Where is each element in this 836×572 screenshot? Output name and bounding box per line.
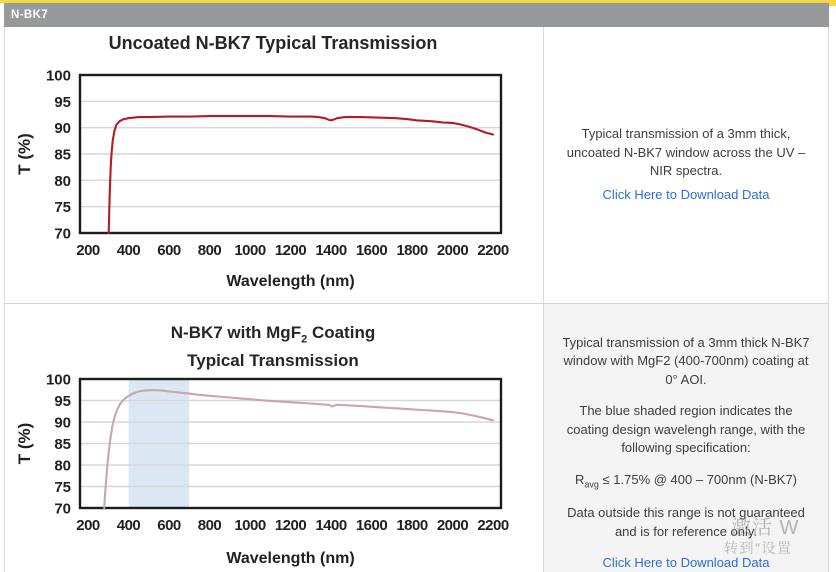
coated-transmission-chart [4,372,540,572]
x-tick-label: 2200 [477,517,509,534]
y-tick-label: 95 [54,93,71,111]
y-tick-label: 90 [54,414,71,432]
y-tick-label: 85 [54,436,71,453]
activation-watermark-line1: 激活 W [731,517,800,539]
y-tick-label: 100 [45,67,71,85]
x-axis-title: Wavelength (nm) [226,550,355,567]
x-tick-label: 1000 [234,242,266,259]
uncoated-download-link[interactable]: Click Here to Download Data [602,187,770,203]
coated-description-para3: Data outside this range is not guaranteed and is for reference only. [567,505,805,539]
coated-description-para1: Typical transmission of a 3mm thick N-BK7 window with MgF2 (400-700nm) coating at 0° AOI. [562,335,810,387]
y-tick-label: 95 [54,393,71,410]
x-tick-label: 1600 [355,242,388,259]
coated-download-link[interactable]: Click Here to Download Data [602,554,770,570]
x-tick-label: 400 [116,517,141,534]
coated-description-para2: The blue shaded region indicates the coating design wavelengh range, with the following specification: [566,403,806,456]
x-tick-label: 1000 [234,517,266,534]
x-tick-label: 400 [116,242,141,259]
x-tick-label: 200 [76,242,100,259]
coated-chart-title-line2: Typical Transmission [187,351,359,371]
x-tick-label: 2000 [436,242,469,259]
x-tick-label: 1600 [355,517,388,534]
x-tick-label: 2200 [477,242,509,259]
coating-spec-line: $R_{avg} \le 1.75\%$ @ 400 – 700nm (N-BK7) [575,471,797,490]
y-tick-label: 80 [54,172,71,190]
x-tick-label: 1200 [274,517,307,534]
uncoated-chart-title: Uncoated N-BK7 Typical Transmission [108,33,438,53]
uncoated-description-cell [544,27,828,303]
y-tick-label: 100 [45,372,71,389]
y-tick-label: 85 [54,146,71,164]
x-tick-label: 2000 [436,517,469,534]
x-tick-label: 1400 [315,517,347,534]
corner-accent [829,0,836,6]
x-tick-label: 800 [197,242,222,259]
y-tick-label: 90 [54,120,71,138]
x-tick-label: 600 [157,517,181,534]
x-tick-label: 200 [76,517,100,534]
x-axis-title: Wavelength (nm) [226,273,355,290]
x-tick-label: 1800 [396,242,428,259]
y-tick-label: 75 [54,479,71,496]
y-tick-label: 75 [54,199,71,217]
activation-watermark-line2: 转到"设置 [724,540,793,556]
uncoated-description-text: Typical transmission of a 3mm thick, uncoated N-BK7 window across the UV – NIR spectra. [566,126,806,178]
y-axis-title: T (%) [15,133,34,175]
x-tick-label: 800 [197,517,222,534]
y-tick-label: 80 [54,457,71,475]
y-tick-label: 70 [54,500,71,518]
section-header-bar [4,3,829,27]
coated-chart-title [4,322,542,371]
uncoated-transmission-chart [4,58,540,302]
divider-right-border [828,27,829,572]
section-header-title: N-BK7 [11,9,49,21]
y-tick-label: 70 [54,225,71,243]
coated-chart-title-line1: N-BK7 with MgF$_2$ Coating [170,323,376,346]
x-tick-label: 1200 [274,242,307,259]
transmission-curve [109,116,493,233]
x-tick-label: 600 [157,242,181,259]
x-tick-label: 1800 [396,517,428,534]
y-axis-title: T (%) [15,422,34,465]
x-tick-label: 1400 [315,242,347,259]
